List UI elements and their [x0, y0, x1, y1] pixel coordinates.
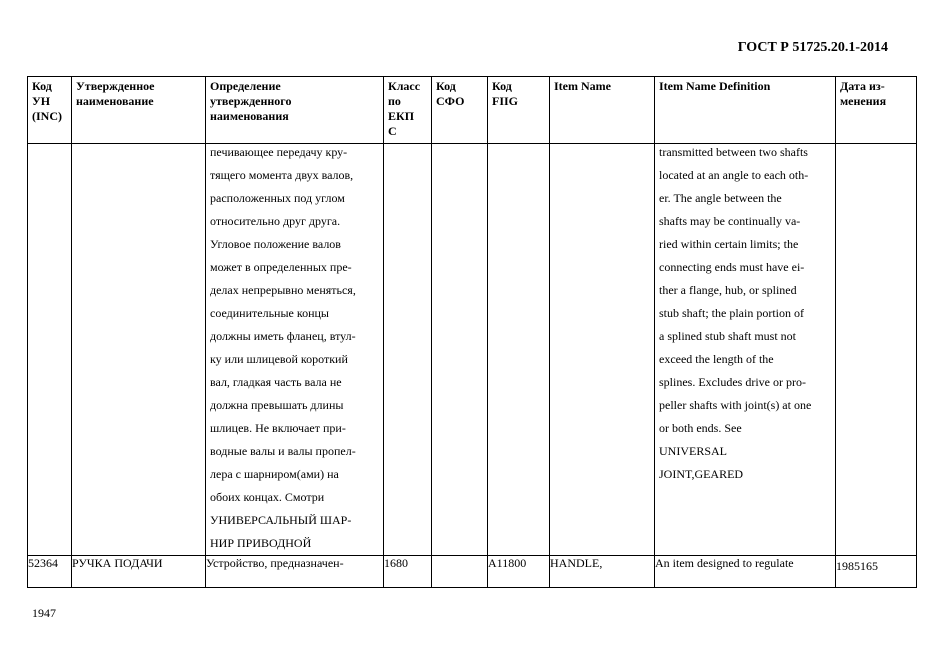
definition-ru-line: должна превышать длины	[210, 398, 344, 412]
definition-ru-line: вал, гладкая часть вала не	[210, 375, 342, 389]
table-row	[28, 144, 917, 556]
cell-item-name: HANDLE,	[550, 556, 655, 588]
column-header-fiig: Код FIIG	[488, 77, 550, 144]
column-header-class: Класс по ЕКП С	[384, 77, 432, 144]
cell-definition-ru: Устройство, предназначен-	[206, 556, 384, 588]
definition-ru-line: обоих концах. Смотри	[210, 490, 325, 504]
definition-en-line: or both ends. See	[659, 421, 742, 435]
definition-ru-line: ку или шлицевой короткий	[210, 352, 348, 366]
definition-en-line: UNIVERSAL	[659, 444, 727, 458]
definition-en-line: peller shafts with joint(s) at one	[659, 398, 812, 412]
definition-ru-line: соединительные концы	[210, 306, 329, 320]
definition-ru-line: Угловое положение валов	[210, 237, 341, 251]
cell-inc: 52364	[28, 556, 72, 588]
table-row	[28, 556, 917, 588]
definition-ru-line: водные валы и валы пропел-	[210, 444, 356, 458]
page-number: 1947	[32, 606, 56, 620]
definition-ru-line: относительно друг друга.	[210, 214, 341, 228]
definition-ru-line: расположенных под углом	[210, 191, 345, 205]
cell-sfo	[432, 556, 488, 588]
definition-en-line: transmitted between two shafts	[659, 145, 808, 159]
definition-ru-text	[206, 141, 383, 555]
cell-approved-name	[72, 144, 206, 556]
definition-en-line: ther a flange, hub, or splined	[659, 283, 797, 297]
definition-ru-line: НИР ПРИВОДНОЙ	[210, 536, 312, 550]
definition-en-line: JOINT,GEARED	[659, 467, 744, 481]
definition-en-line: connecting ends must have ei-	[659, 260, 805, 274]
item-table	[27, 76, 917, 588]
cell-item-name	[550, 144, 655, 556]
cell-class: 1680	[384, 556, 432, 588]
definition-ru-line: должны иметь фланец, втул-	[210, 329, 356, 343]
cell-change-date	[836, 144, 917, 556]
definition-ru-line: может в определенных пре-	[210, 260, 352, 274]
definition-en-line: exceed the length of the	[659, 352, 774, 366]
definition-ru-line: тящего момента двух валов,	[210, 168, 354, 182]
cell-class	[384, 144, 432, 556]
definition-ru-line: делах непрерывно меняться,	[210, 283, 356, 297]
definition-en-line: shafts may be continually va-	[659, 214, 801, 228]
table-header-row	[28, 77, 917, 144]
definition-ru-line: печивающее передачу кру-	[210, 145, 348, 159]
cell-definition-ru	[206, 144, 384, 556]
column-header-inc: Код УН (INC)	[28, 77, 72, 144]
column-header-definition: Определение утвержденного наименования	[206, 77, 384, 144]
cell-inc	[28, 144, 72, 556]
cell-fiig	[488, 144, 550, 556]
column-header-change-date: Дата из- менения	[836, 77, 917, 144]
definition-en-line: located at an angle to each oth-	[659, 168, 809, 182]
document-code: ГОСТ Р 51725.20.1-2014	[737, 40, 888, 55]
definition-ru-line: шлицев. Не включает при-	[210, 421, 346, 435]
definition-en-line: ried within certain limits; the	[659, 237, 799, 251]
definition-en-text	[655, 141, 835, 486]
cell-sfo	[432, 144, 488, 556]
column-header-sfo: Код СФО	[432, 77, 488, 144]
column-header-item-name-definition: Item Name Definition	[655, 77, 836, 144]
cell-definition-en: An item designed to regulate	[655, 556, 836, 588]
column-header-approved-name: Утвержденное наименование	[72, 77, 206, 144]
cell-fiig: A11800	[488, 556, 550, 588]
definition-ru-line: лера с шарниром(ами) на	[210, 467, 339, 481]
definition-en-line: a splined stub shaft must not	[659, 329, 796, 343]
cell-approved-name: РУЧКА ПОДАЧИ	[72, 556, 206, 588]
definition-en-line: splines. Excludes drive or pro-	[659, 375, 806, 389]
definition-en-line: stub shaft; the plain portion of	[659, 306, 804, 320]
cell-definition-en	[655, 144, 836, 556]
definition-ru-line: УНИВЕРСАЛЬНЫЙ ШАР-	[210, 513, 352, 527]
column-header-item-name: Item Name	[550, 77, 655, 144]
definition-en-line: er. The angle between the	[659, 191, 782, 205]
cell-change-date: 1985165	[836, 556, 917, 588]
